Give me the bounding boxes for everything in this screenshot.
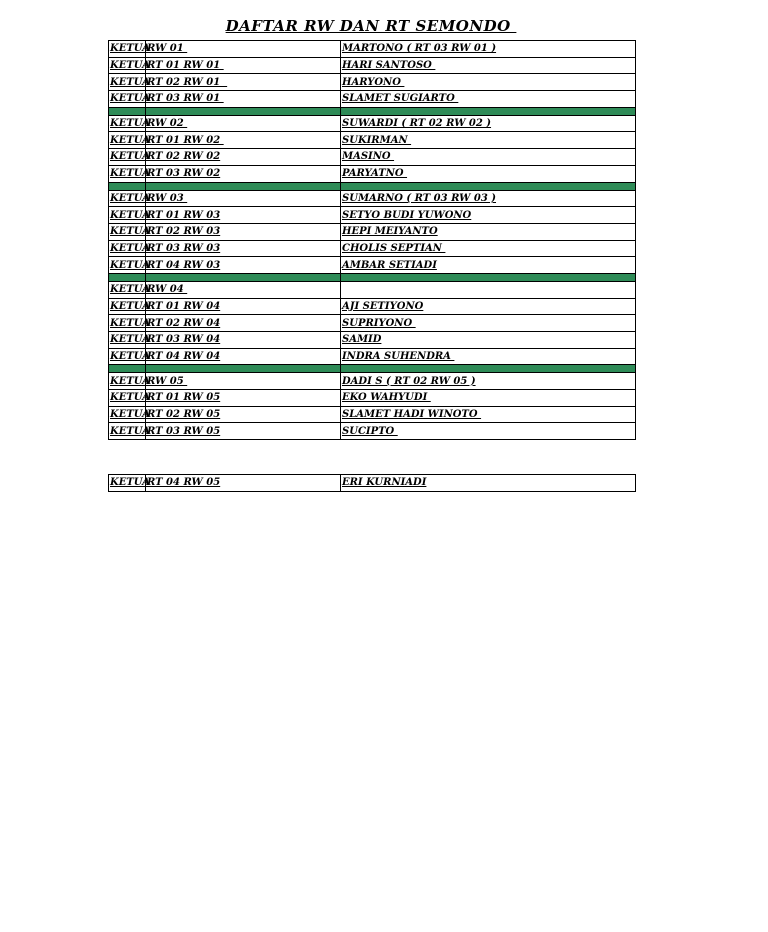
- name-cell: HARI SANTOSO: [341, 57, 636, 74]
- table-row: [109, 190, 636, 207]
- position-cell: RW 03: [146, 190, 341, 207]
- role-cell: KETUA: [109, 149, 146, 166]
- position-cell: RT 03 RW 02: [146, 165, 341, 182]
- separator-cell: [146, 273, 341, 281]
- name-cell: ERI KURNIADI: [341, 475, 636, 492]
- name-cell: SUPRIYONO: [341, 315, 636, 332]
- name-cell: INDRA SUHENDRA: [341, 348, 636, 365]
- role-cell: KETUA: [109, 240, 146, 257]
- section-separator: [109, 107, 636, 115]
- position-cell: RT 01 RW 01: [146, 57, 341, 74]
- name-cell: SETYO BUDI YUWONO: [341, 207, 636, 224]
- separator-cell: [109, 107, 146, 115]
- role-cell: KETUA: [109, 190, 146, 207]
- separator-cell: [341, 182, 636, 190]
- separator-cell: [341, 107, 636, 115]
- table-row: [109, 115, 636, 132]
- rw-rt-table: [108, 40, 636, 440]
- position-cell: RW 05: [146, 373, 341, 390]
- role-cell: KETUA: [109, 373, 146, 390]
- name-cell: [341, 281, 636, 298]
- name-cell: SLAMET SUGIARTO: [341, 91, 636, 108]
- table-row: [109, 223, 636, 240]
- position-cell: RW 01: [146, 41, 341, 58]
- table-row: [109, 390, 636, 407]
- table-row: [109, 315, 636, 332]
- position-cell: RW 02: [146, 115, 341, 132]
- position-cell: RT 04 RW 04: [146, 348, 341, 365]
- role-cell: KETUA: [109, 41, 146, 58]
- separator-cell: [109, 365, 146, 373]
- role-cell: KETUA: [109, 475, 146, 492]
- name-cell: HARYONO: [341, 74, 636, 91]
- position-cell: RT 02 RW 04: [146, 315, 341, 332]
- name-cell: MASINO: [341, 149, 636, 166]
- position-cell: RT 04 RW 03: [146, 257, 341, 274]
- table-row: [109, 74, 636, 91]
- separator-cell: [109, 273, 146, 281]
- separator-cell: [341, 273, 636, 281]
- rw-rt-extra-table: [108, 474, 636, 492]
- name-cell: AJI SETIYONO: [341, 298, 636, 315]
- table-row: [109, 406, 636, 423]
- separator-cell: [341, 365, 636, 373]
- table-row: [109, 132, 636, 149]
- name-cell: EKO WAHYUDI: [341, 390, 636, 407]
- position-cell: RT 01 RW 03: [146, 207, 341, 224]
- role-cell: KETUA: [109, 423, 146, 440]
- table-row: [109, 149, 636, 166]
- role-cell: KETUA: [109, 257, 146, 274]
- role-cell: KETUA: [109, 91, 146, 108]
- position-cell: RT 03 RW 01: [146, 91, 341, 108]
- table-row: [109, 373, 636, 390]
- position-cell: RT 02 RW 05: [146, 406, 341, 423]
- name-cell: SUMARNO ( RT 03 RW 03 ): [341, 190, 636, 207]
- section-separator: [109, 182, 636, 190]
- table-row: [109, 475, 636, 492]
- position-cell: RT 01 RW 05: [146, 390, 341, 407]
- table-row: [109, 240, 636, 257]
- role-cell: KETUA: [109, 315, 146, 332]
- table-row: [109, 332, 636, 349]
- separator-cell: [146, 365, 341, 373]
- role-cell: KETUA: [109, 281, 146, 298]
- name-cell: SUCIPTO: [341, 423, 636, 440]
- position-cell: RT 01 RW 04: [146, 298, 341, 315]
- role-cell: KETUA: [109, 115, 146, 132]
- section-separator: [109, 365, 636, 373]
- separator-cell: [109, 182, 146, 190]
- position-cell: RW 04: [146, 281, 341, 298]
- table-row: [109, 423, 636, 440]
- role-cell: KETUA: [109, 406, 146, 423]
- role-cell: KETUA: [109, 165, 146, 182]
- position-cell: RT 03 RW 04: [146, 332, 341, 349]
- table-row: [109, 298, 636, 315]
- position-cell: RT 03 RW 05: [146, 423, 341, 440]
- table-row: [109, 165, 636, 182]
- table-row: [109, 91, 636, 108]
- role-cell: KETUA: [109, 57, 146, 74]
- position-cell: RT 01 RW 02: [146, 132, 341, 149]
- position-cell: RT 02 RW 02: [146, 149, 341, 166]
- position-cell: RT 03 RW 03: [146, 240, 341, 257]
- name-cell: PARYATNO: [341, 165, 636, 182]
- position-cell: RT 02 RW 01: [146, 74, 341, 91]
- role-cell: KETUA: [109, 348, 146, 365]
- separator-cell: [146, 107, 341, 115]
- table-row: [109, 207, 636, 224]
- section-separator: [109, 273, 636, 281]
- position-cell: RT 04 RW 05: [146, 475, 341, 492]
- name-cell: CHOLIS SEPTIAN: [341, 240, 636, 257]
- name-cell: SUKIRMAN: [341, 132, 636, 149]
- role-cell: KETUA: [109, 223, 146, 240]
- name-cell: HEPI MEIYANTO: [341, 223, 636, 240]
- role-cell: KETUA: [109, 390, 146, 407]
- separator-cell: [146, 182, 341, 190]
- table-row: [109, 348, 636, 365]
- table-row: [109, 57, 636, 74]
- role-cell: KETUA: [109, 74, 146, 91]
- role-cell: KETUA: [109, 207, 146, 224]
- position-cell: RT 02 RW 03: [146, 223, 341, 240]
- table-row: [109, 41, 636, 58]
- role-cell: KETUA: [109, 298, 146, 315]
- name-cell: MARTONO ( RT 03 RW 01 ): [341, 41, 636, 58]
- name-cell: SLAMET HADI WINOTO: [341, 406, 636, 423]
- name-cell: DADI S ( RT 02 RW 05 ): [341, 373, 636, 390]
- table-row: [109, 257, 636, 274]
- page-title: DAFTAR RW DAN RT SEMONDO: [225, 17, 517, 35]
- name-cell: SUWARDI ( RT 02 RW 02 ): [341, 115, 636, 132]
- name-cell: SAMID: [341, 332, 636, 349]
- role-cell: KETUA: [109, 132, 146, 149]
- table-row: [109, 281, 636, 298]
- name-cell: AMBAR SETIADI: [341, 257, 636, 274]
- role-cell: KETUA: [109, 332, 146, 349]
